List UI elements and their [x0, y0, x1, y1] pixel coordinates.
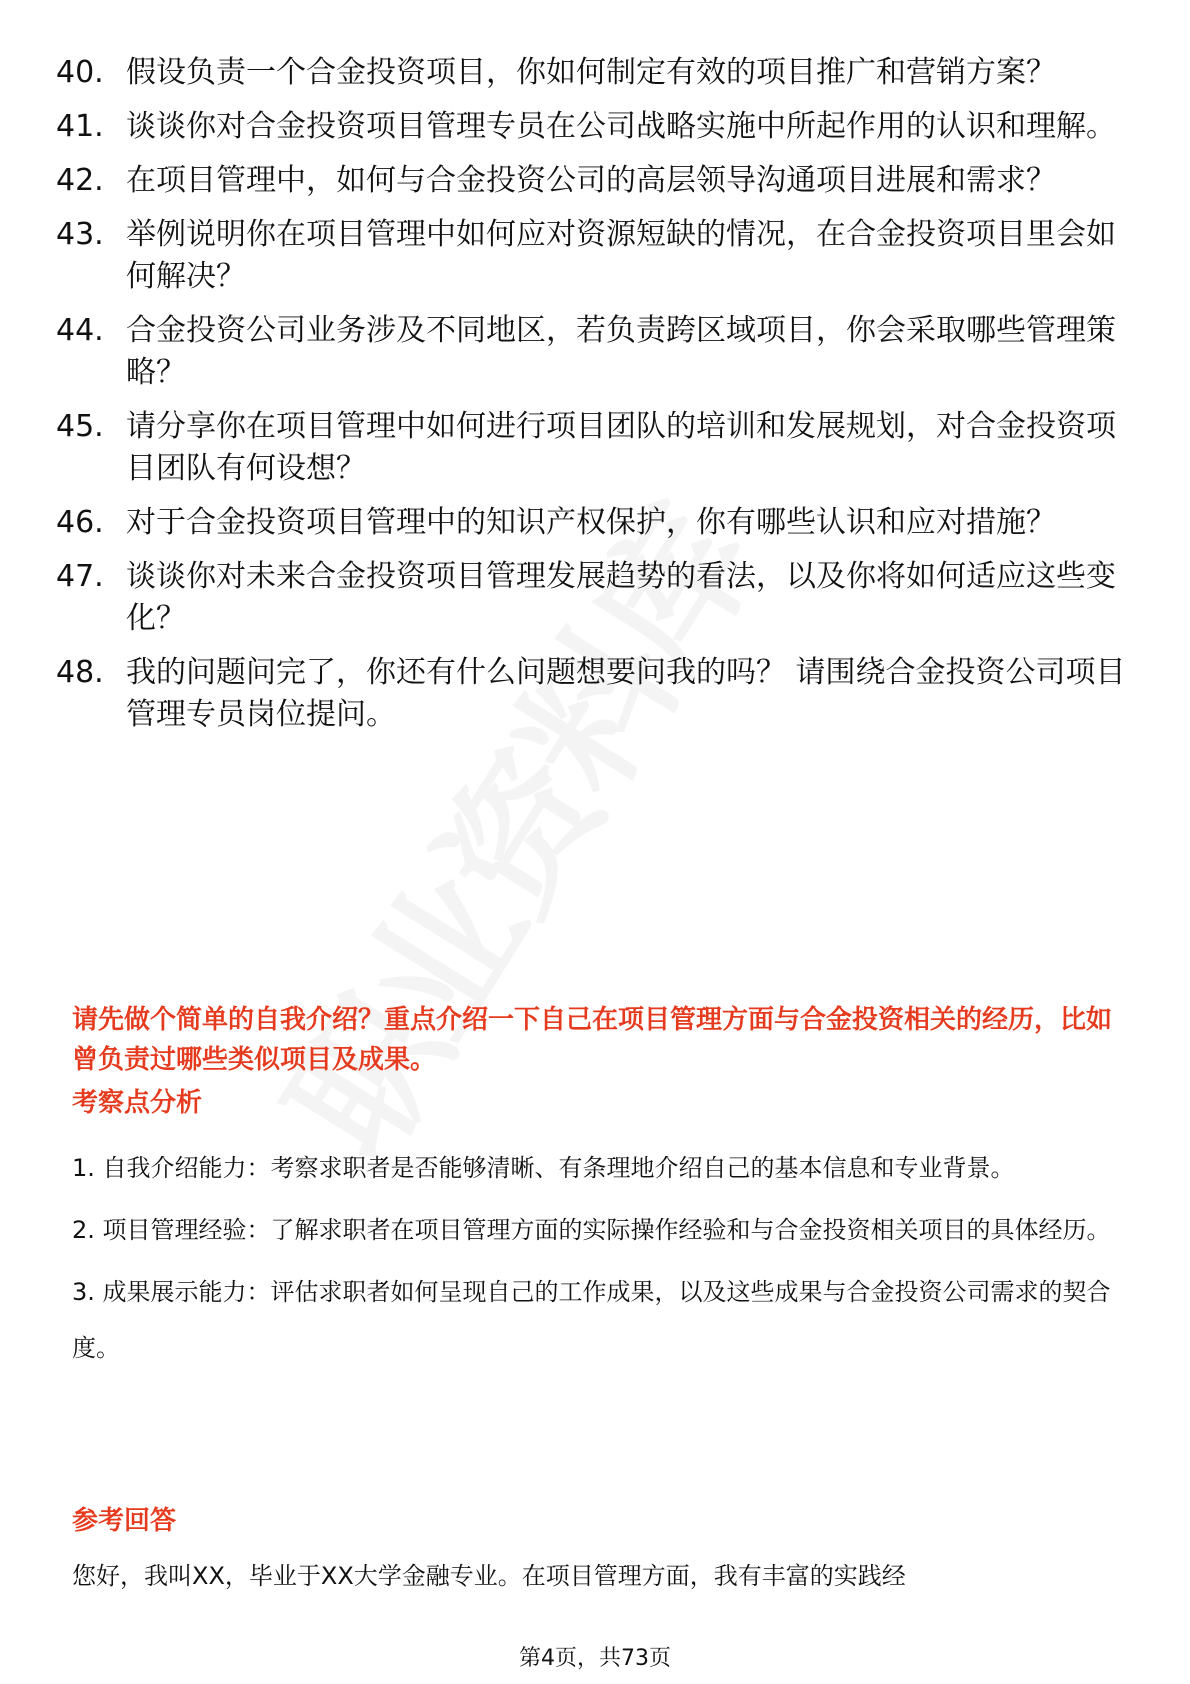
question-number: 43. — [56, 217, 104, 252]
question-number: 42. — [56, 163, 104, 198]
question-text: 在项目管理中，如何与合金投资公司的高层领导沟通项目进展和需求？ — [126, 163, 1056, 198]
question-list — [56, 52, 1136, 748]
page-footer: 第4页，共73页 — [519, 1646, 671, 1671]
featured-question: 请先做个简单的自我介绍？重点介绍一下自己在项目管理方面与合金投资相关的经历，比如曾负责过哪些类似项目及成果。 — [72, 1005, 1113, 1075]
question-item — [56, 106, 1136, 148]
question-item — [56, 556, 1136, 640]
question-text: 假设负责一个合金投资项目，你如何制定有效的项目推广和营销方案？ — [126, 55, 1056, 90]
question-item — [56, 502, 1136, 544]
question-item — [56, 406, 1136, 490]
question-number: 45. — [56, 409, 104, 444]
question-item — [56, 52, 1136, 94]
question-item — [56, 652, 1136, 736]
analysis-list — [72, 1140, 1132, 1382]
analysis-heading: 考察点分析 — [72, 1088, 203, 1118]
answer-heading: 参考回答 — [72, 1506, 177, 1536]
question-text: 对于合金投资项目管理中的知识产权保护，你有哪些认识和应对措施？ — [126, 505, 1056, 540]
question-number: 44. — [56, 313, 104, 348]
question-number: 48. — [56, 655, 104, 690]
answer-text: 您好，我叫XX，毕业于XX大学金融专业。在项目管理方面，我有丰富的实践经 — [72, 1562, 906, 1590]
question-text: 举例说明你在项目管理中如何应对资源短缺的情况，在合金投资项目里会如何解决？ — [126, 217, 1116, 294]
analysis-item: 2. 项目管理经验：了解求职者在项目管理方面的实际操作经验和与合金投资相关项目的具体经历。 — [72, 1216, 1111, 1244]
question-number: 40. — [56, 55, 104, 90]
question-text: 谈谈你对合金投资项目管理专员在公司战略实施中所起作用的认识和理解。 — [126, 109, 1116, 144]
question-text: 请分享你在项目管理中如何进行项目团队的培训和发展规划，对合金投资项目团队有何设想？ — [126, 409, 1116, 486]
question-text: 合金投资公司业务涉及不同地区，若负责跨区域项目，你会采取哪些管理策略？ — [126, 313, 1116, 390]
question-item — [56, 160, 1136, 202]
question-text: 谈谈你对未来合金投资项目管理发展趋势的看法，以及你将如何适应这些变化？ — [126, 559, 1116, 636]
question-number: 41. — [56, 109, 104, 144]
question-number: 47. — [56, 559, 104, 594]
analysis-item: 1. 自我介绍能力：考察求职者是否能够清晰、有条理地介绍自己的基本信息和专业背景。 — [72, 1154, 1015, 1182]
question-text: 我的问题问完了，你还有什么问题想要问我的吗？ 请围绕合金投资公司项目管理专员岗位提问。 — [126, 655, 1126, 732]
question-item — [56, 214, 1136, 298]
question-item — [56, 310, 1136, 394]
question-number: 46. — [56, 505, 104, 540]
analysis-item: 3. 成果展示能力：评估求职者如何呈现自己的工作成果，以及这些成果与合金投资公司需求的契合度。 — [72, 1278, 1111, 1362]
